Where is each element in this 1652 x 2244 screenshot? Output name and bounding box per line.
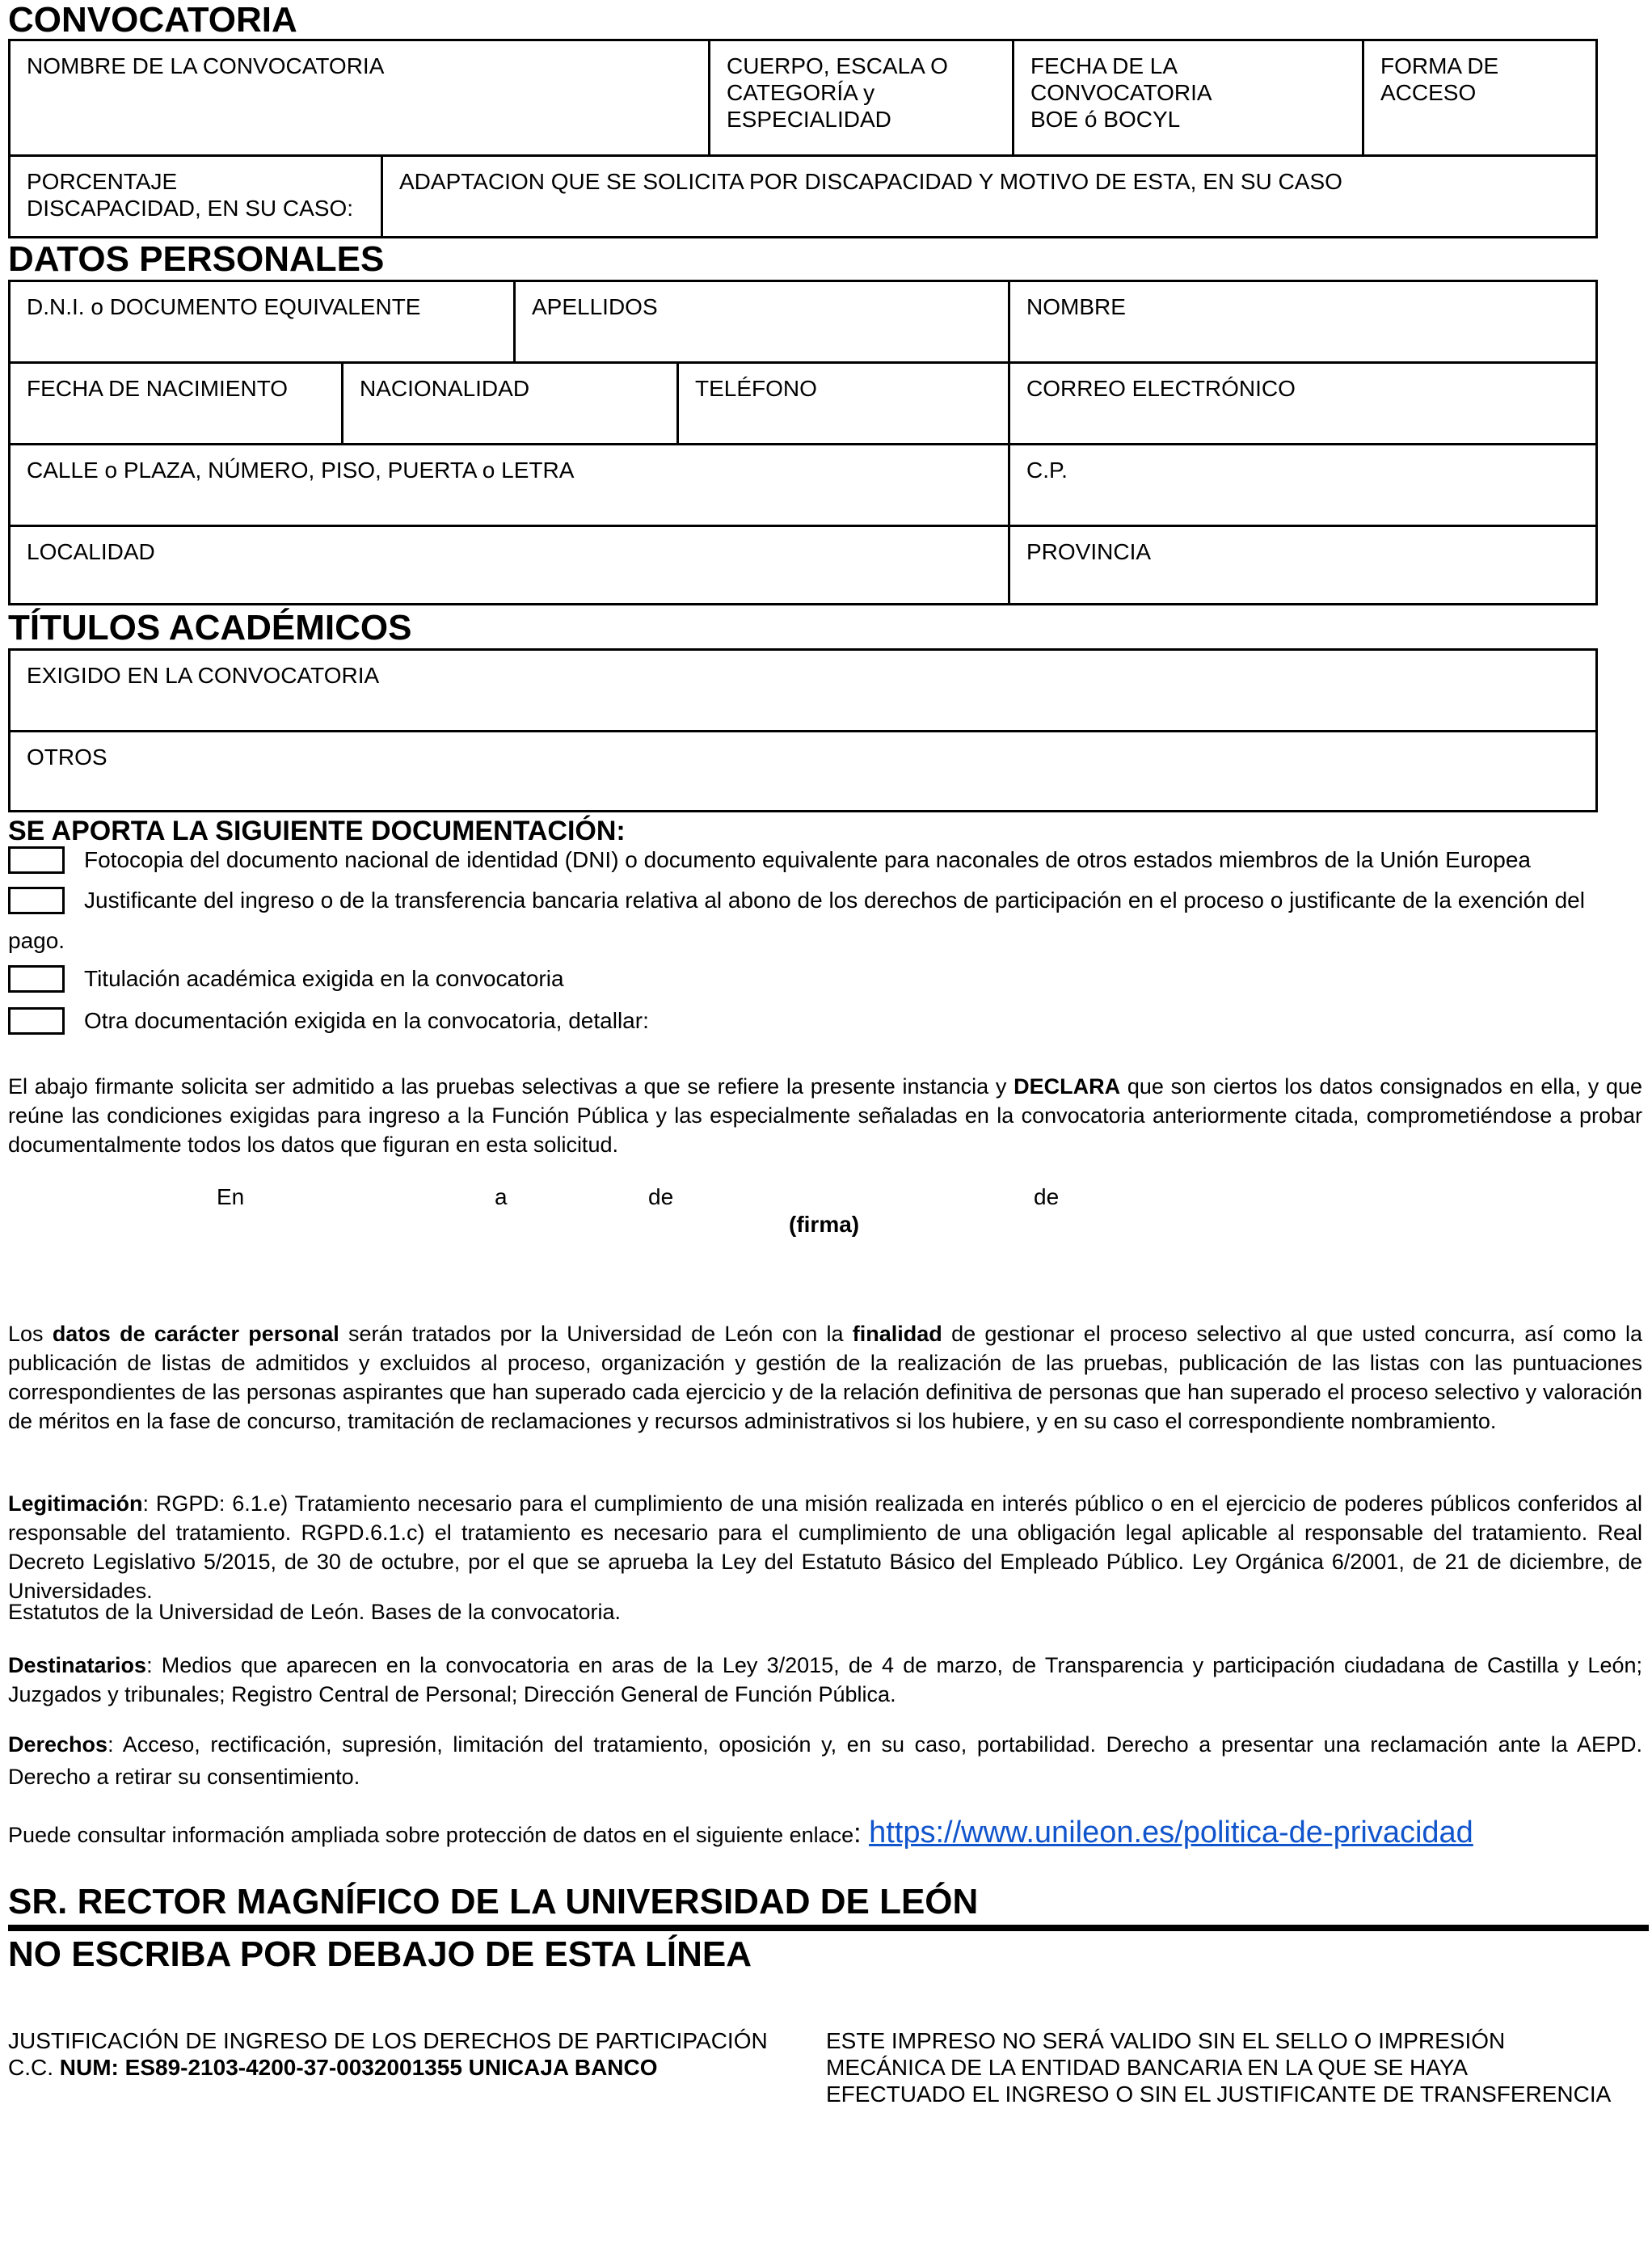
fecha-convocatoria-field[interactable] xyxy=(1012,39,1364,157)
porcentaje-discapacidad-label: PORCENTAJE DISCAPACIDAD, EN SU CASO: xyxy=(27,169,354,221)
aviso-line-2: MECÁNICA DE LA ENTIDAD BANCARIA EN LA QUE SE HAYA xyxy=(826,2055,1469,2080)
aviso-line-1: ESTE IMPRESO NO SERÁ VALIDO SIN EL SELLO O IMPRESIÓN xyxy=(826,2028,1506,2053)
doc-item-justificante-cont: pago. xyxy=(8,928,65,953)
fecha-convocatoria-label: FECHA DE LA CONVOCATORIA BOE ó BOCYL xyxy=(1030,53,1212,132)
calle-label: CALLE o PLAZA, NÚMERO, PISO, PUERTA o LETRA xyxy=(27,458,575,483)
nombre-label: NOMBRE xyxy=(1026,294,1126,319)
aviso-block xyxy=(826,2027,1611,2107)
separator-line xyxy=(8,1925,1649,1931)
porcentaje-discapacidad-field[interactable] xyxy=(8,154,383,238)
checkbox-titulacion[interactable] xyxy=(8,965,65,993)
justificacion-block xyxy=(8,2027,768,2081)
titulo-otros-field[interactable] xyxy=(8,730,1598,812)
localidad-label: LOCALIDAD xyxy=(27,539,155,564)
estatutos-line: Estatutos de la Universidad de León. Bases de la convocatoria. xyxy=(8,1600,621,1624)
apellidos-label: APELLIDOS xyxy=(532,294,658,319)
cp-field[interactable] xyxy=(1008,443,1598,527)
cuerpo-escala-field[interactable] xyxy=(708,39,1014,157)
cuerpo-escala-label: CUERPO, ESCALA O CATEGORÍA y ESPECIALIDAD xyxy=(727,53,948,132)
correo-label: CORREO ELECTRÓNICO xyxy=(1026,376,1296,401)
cp-label: C.P. xyxy=(1026,458,1068,483)
doc-item-dni: Fotocopia del documento nacional de identidad (DNI) o documento equivalente para naconales de otros estados miembros de la Unión Europea xyxy=(84,847,1532,872)
doc-item-otra: Otra documentación exigida en la convocatoria, detallar: xyxy=(84,1008,649,1033)
titulos-title: TÍTULOS ACADÉMICOS xyxy=(8,608,412,647)
justificacion-line: JUSTIFICACIÓN DE INGRESO DE LOS DERECHOS DE PARTICIPACIÓN xyxy=(8,2028,768,2053)
dni-label: D.N.I. o DOCUMENTO EQUIVALENTE xyxy=(27,294,421,319)
firma-de-2: de xyxy=(1034,1184,1060,1209)
firma-de-1: de xyxy=(648,1184,674,1209)
checkbox-dni[interactable] xyxy=(8,846,65,874)
aviso-line-3: EFECTUADO EL INGRESO O SIN EL JUSTIFICANTE DE TRANSFERENCIA xyxy=(826,2082,1612,2107)
apellidos-field[interactable] xyxy=(513,280,1010,364)
nombre-convocatoria-label: NOMBRE DE LA CONVOCATORIA xyxy=(27,53,385,78)
info-ampliada-line: Puede consultar información ampliada sobre protección de datos en el siguiente enlace: https://www.unileon.es/politica-de-privacidad xyxy=(8,1816,1473,1850)
telefono-field[interactable] xyxy=(676,361,1010,445)
adaptacion-label: ADAPTACION QUE SE SOLICITA POR DISCAPACIDAD Y MOTIVO DE ESTA, EN SU CASO xyxy=(399,169,1342,194)
forma-acceso-label: FORMA DE ACCESO xyxy=(1380,53,1499,105)
no-escriba-heading: NO ESCRIBA POR DEBAJO DE ESTA LÍNEA xyxy=(8,1934,752,1974)
derechos-paragraph: Derechos: Acceso, rectificación, supresión, limitación del tratamiento, oposición y, en su caso, portabilidad. Derecho a presentar una reclamación ante la AEPD. Derecho a retirar su consentimiento. xyxy=(8,1732,1642,1789)
titulo-otros-label: OTROS xyxy=(27,744,107,770)
forma-acceso-field[interactable] xyxy=(1362,39,1598,157)
provincia-field[interactable] xyxy=(1008,525,1598,605)
titulo-exigido-label: EXIGIDO EN LA CONVOCATORIA xyxy=(27,663,380,688)
checkbox-justificante[interactable] xyxy=(8,887,65,914)
proteccion-datos-paragraph: Los datos de carácter personal serán tratados por la Universidad de León con la finalidad de gestionar el proceso selectivo al que usted concurra, así como la publicación de listas de admitidos y excluidos al proceso, organización y gestión de la realización de las pruebas, publicación de las listas con las puntuaciones correspondientes de las personas aspirantes que han superado cada ejercicio y de la relación definitiva de personas que han superado el proceso selectivo y valoración de méritos en la fase de concurso, tramitación de reclamaciones y recursos administrativos si los hubiere, y en su caso el correspondiente nombramiento. xyxy=(8,1322,1642,1433)
doc-item-justificante: Justificante del ingreso o de la transferencia bancaria relativa al abono de los derechos de participación en el proceso o justificante de la exención del xyxy=(84,888,1585,913)
legitimacion-paragraph: Legitimación: RGPD: 6.1.e) Tratamiento necesario para el cumplimiento de una misión realizada en interés público o en el ejercicio de poderes públicos conferidos al responsable del tratamiento. RGPD.6.1.c) el tratamiento es necesario para el cumplimiento de una obligación legal aplicable al responsable del tratamiento. Real Decreto Legislativo 5/2015, de 30 de octubre, por el que se aprueba la Ley del Estatuto Básico del Empleado Público. Ley Orgánica 6/2001, de 21 de diciembre, de Universidades. xyxy=(8,1491,1642,1603)
documentacion-title: SE APORTA LA SIGUIENTE DOCUMENTACIÓN: xyxy=(8,816,626,846)
dni-field[interactable] xyxy=(8,280,516,364)
datos-personales-title: DATOS PERSONALES xyxy=(8,239,385,279)
localidad-field[interactable] xyxy=(8,525,1010,605)
adaptacion-field[interactable] xyxy=(381,154,1598,238)
telefono-label: TELÉFONO xyxy=(695,376,817,401)
rector-heading: SR. RECTOR MAGNÍFICO DE LA UNIVERSIDAD DE LEÓN xyxy=(8,1882,979,1921)
nacionalidad-field[interactable] xyxy=(341,361,679,445)
provincia-label: PROVINCIA xyxy=(1026,539,1152,564)
titulo-exigido-field[interactable] xyxy=(8,648,1598,732)
firma-en: En xyxy=(217,1184,245,1209)
politica-privacidad-link[interactable]: https://www.unileon.es/politica-de-privacidad xyxy=(869,1816,1473,1850)
declaracion-paragraph: El abajo firmante solicita ser admitido a las pruebas selectivas a que se refiere la presente instancia y DECLARA que son ciertos los datos consignados en ella, y que reúne las condiciones exigidas para ingreso a la Función Pública y las especialmente señaladas en la convocatoria anteriormente citada, comprometiéndose a probar documentalmente todos los datos que figuran en esta solicitud. xyxy=(8,1074,1642,1157)
convocatoria-title: CONVOCATORIA xyxy=(8,0,297,40)
fecha-nacimiento-label: FECHA DE NACIMIENTO xyxy=(27,376,289,401)
checkbox-otra-documentacion[interactable] xyxy=(8,1007,65,1035)
nombre-convocatoria-field[interactable] xyxy=(8,39,710,157)
fecha-nacimiento-field[interactable] xyxy=(8,361,343,445)
nombre-field[interactable] xyxy=(1008,280,1598,364)
firma-a: a xyxy=(495,1184,508,1209)
destinatarios-paragraph: Destinatarios: Medios que aparecen en la convocatoria en aras de la Ley 3/2015, de 4 de marzo, de Transparencia y participación ciudadana de Castilla y León; Juzgados y tribunales; Registro Central de Personal; Dirección General de Función Pública. xyxy=(8,1653,1642,1706)
correo-field[interactable] xyxy=(1008,361,1598,445)
firma-label: (firma) xyxy=(789,1212,860,1237)
cuenta-corriente-line: C.C. NUM: ES89-2103-4200-37-0032001355 UNICAJA BANCO xyxy=(8,2055,658,2080)
doc-item-titulacion: Titulación académica exigida en la convocatoria xyxy=(84,966,564,991)
nacionalidad-label: NACIONALIDAD xyxy=(360,376,530,401)
calle-field[interactable] xyxy=(8,443,1010,527)
